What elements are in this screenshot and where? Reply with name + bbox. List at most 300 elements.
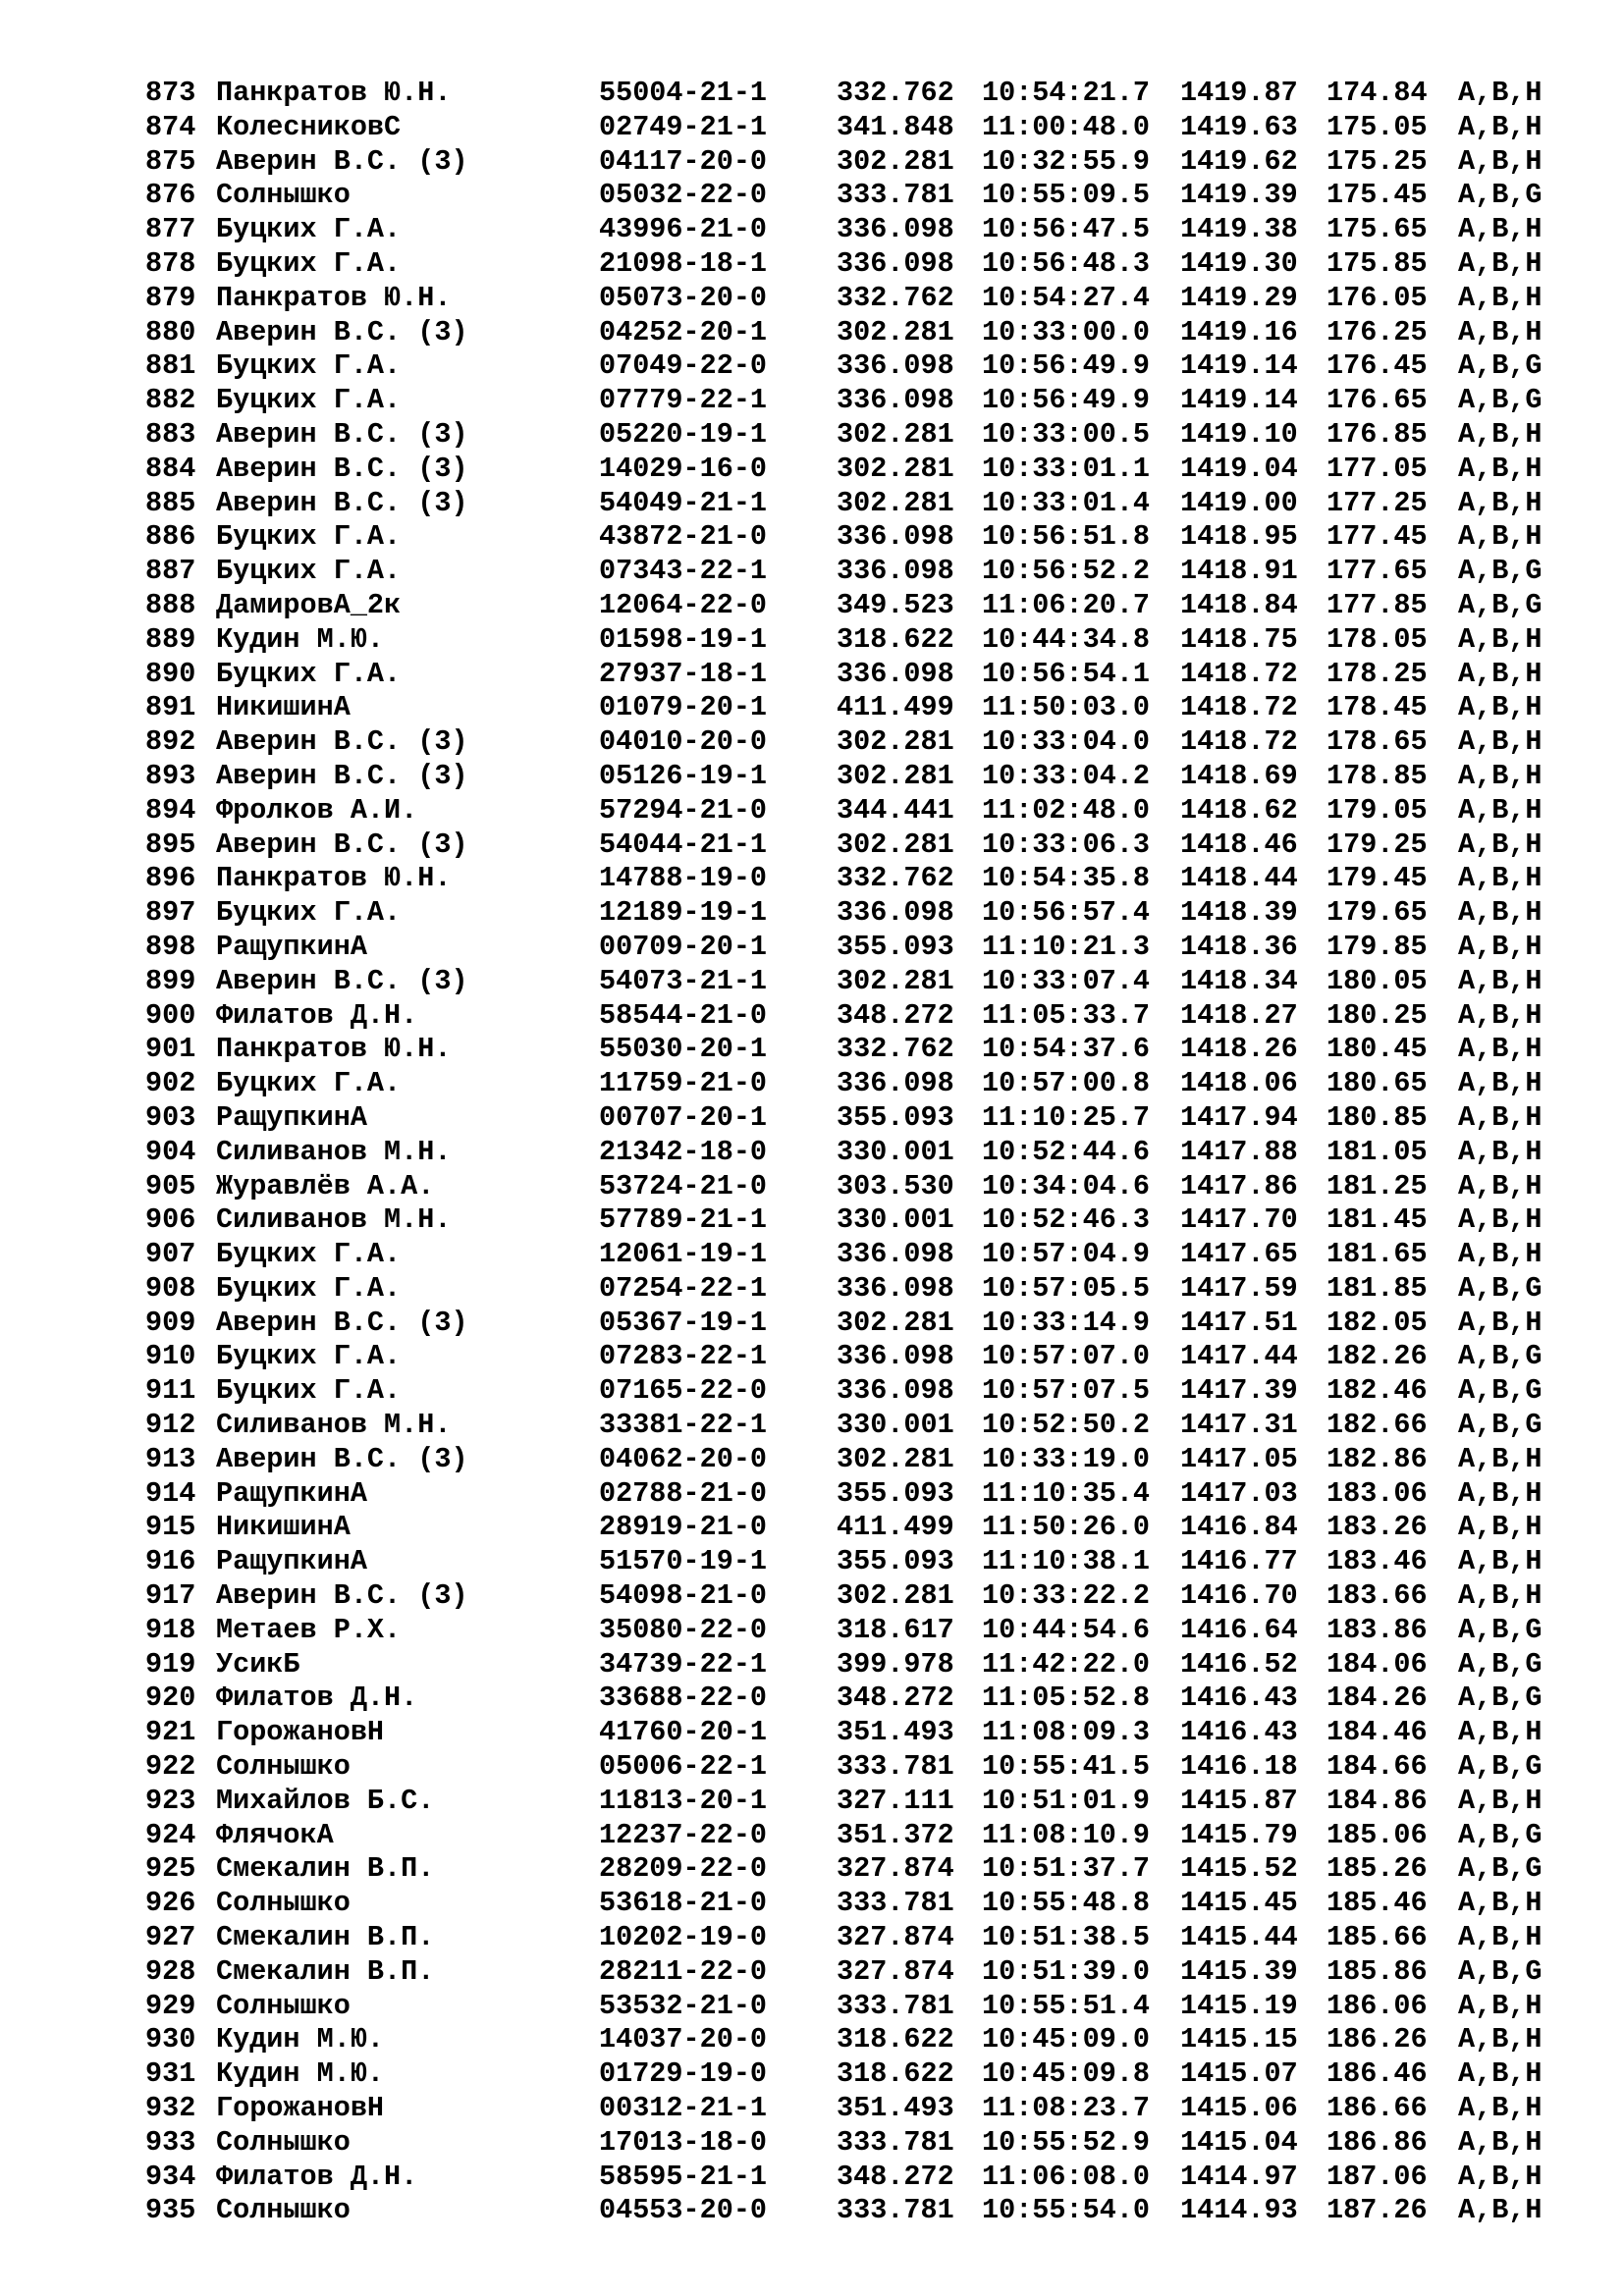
row-number: 917 [145,1579,196,1613]
arrival-time: 10:55:48.8 [982,1887,1151,1920]
participant-name: Панкратов Ю.Н. [216,862,452,895]
participant-name: Панкратов Ю.Н. [216,1033,452,1066]
category-codes: A,B,G [1458,1750,1543,1784]
row-number: 935 [145,2194,196,2227]
participant-name: Фролков А.И. [216,793,418,827]
table-row [145,2194,1559,2228]
ring-id: 33381-22-1 [599,1409,768,1442]
arrival-time: 10:33:00.5 [982,417,1151,451]
distance-value: 355.093 [837,1545,954,1578]
category-codes: A,B,H [1458,1511,1543,1544]
distance-value: 336.098 [837,1340,954,1373]
distance-value: 327.874 [837,1921,954,1954]
distance-value: 411.499 [837,1511,954,1544]
coefficient-value: 184.86 [1326,1784,1428,1817]
participant-name: Аверин В.С. (3) [216,315,468,348]
ring-id: 53724-21-0 [599,1169,768,1202]
speed-value: 1417.51 [1180,1306,1298,1339]
speed-value: 1417.70 [1180,1203,1298,1237]
distance-value: 351.372 [837,1818,954,1851]
participant-name: Буцких Г.А. [216,555,402,588]
coefficient-value: 178.25 [1326,657,1428,690]
category-codes: A,B,H [1458,213,1543,246]
distance-value: 411.499 [837,691,954,724]
participant-name: Журавлёв А.А. [216,1169,435,1202]
arrival-time: 10:56:51.8 [982,520,1151,554]
distance-value: 336.098 [837,555,954,588]
row-number: 885 [145,486,196,519]
arrival-time: 11:10:35.4 [982,1476,1151,1510]
ring-id: 11813-20-1 [599,1784,768,1817]
coefficient-value: 175.85 [1326,246,1428,280]
row-number: 915 [145,1511,196,1544]
participant-name: Филатов Д.Н. [216,2160,418,2193]
category-codes: A,B,G [1458,1682,1543,1715]
speed-value: 1416.70 [1180,1579,1298,1613]
table-row [145,453,1559,487]
speed-value: 1414.93 [1180,2194,1298,2227]
distance-value: 327.874 [837,1852,954,1886]
participant-name: ДамировА_2к [216,588,402,621]
arrival-time: 10:45:09.0 [982,2023,1151,2056]
coefficient-value: 174.84 [1326,77,1428,109]
row-number: 896 [145,862,196,895]
table-row [145,691,1559,725]
speed-value: 1415.07 [1180,2057,1298,2091]
arrival-time: 10:54:21.7 [982,77,1151,109]
coefficient-value: 185.06 [1326,1818,1428,1851]
row-number: 930 [145,2023,196,2056]
coefficient-value: 183.66 [1326,1579,1428,1613]
category-codes: A,B,H [1458,1579,1543,1613]
category-codes: A,B,H [1458,1887,1543,1920]
arrival-time: 11:08:23.7 [982,2092,1151,2125]
table-row [145,1990,1559,2024]
arrival-time: 10:55:52.9 [982,2125,1151,2159]
row-number: 921 [145,1716,196,1749]
coefficient-value: 184.46 [1326,1716,1428,1749]
table-row [145,1545,1559,1579]
table-row [145,1033,1559,1067]
speed-value: 1415.44 [1180,1921,1298,1954]
table-row [145,1477,1559,1512]
category-codes: A,B,H [1458,2057,1543,2091]
table-row [145,2126,1559,2161]
speed-value: 1417.94 [1180,1100,1298,1134]
ring-id: 05367-19-1 [599,1306,768,1339]
category-codes: A,B,G [1458,1374,1543,1408]
coefficient-value: 179.65 [1326,896,1428,930]
row-number: 906 [145,1203,196,1237]
table-row [145,487,1559,521]
ring-id: 54098-21-0 [599,1579,768,1613]
table-row [145,725,1559,760]
coefficient-value: 176.85 [1326,417,1428,451]
table-row [145,520,1559,555]
ring-id: 14037-20-0 [599,2023,768,2056]
arrival-time: 11:50:26.0 [982,1511,1151,1544]
table-row [145,828,1559,863]
ring-id: 04010-20-0 [599,725,768,759]
category-codes: A,B,H [1458,77,1543,109]
row-number: 873 [145,77,196,109]
table-row [145,1716,1559,1750]
row-number: 910 [145,1340,196,1373]
speed-value: 1415.87 [1180,1784,1298,1817]
distance-value: 336.098 [837,349,954,383]
participant-name: Филатов Д.Н. [216,1682,418,1715]
distance-value: 333.781 [837,2125,954,2159]
arrival-time: 10:57:00.8 [982,1067,1151,1100]
coefficient-value: 185.46 [1326,1887,1428,1920]
coefficient-value: 180.65 [1326,1067,1428,1100]
category-codes: A,B,H [1458,1716,1543,1749]
category-codes: A,B,H [1458,1135,1543,1168]
arrival-time: 10:52:46.3 [982,1203,1151,1237]
distance-value: 302.281 [837,1306,954,1339]
speed-value: 1419.87 [1180,77,1298,109]
row-number: 877 [145,213,196,246]
arrival-time: 11:00:48.0 [982,110,1151,143]
participant-name: НикишинА [216,1511,351,1544]
coefficient-value: 182.46 [1326,1374,1428,1408]
participant-name: Солнышко [216,1750,351,1784]
ring-id: 07283-22-1 [599,1340,768,1373]
ring-id: 05126-19-1 [599,759,768,792]
arrival-time: 11:05:52.8 [982,1682,1151,1715]
category-codes: A,B,H [1458,896,1543,930]
category-codes: A,B,H [1458,1169,1543,1202]
table-row [145,1203,1559,1238]
coefficient-value: 176.05 [1326,281,1428,314]
row-number: 880 [145,315,196,348]
category-codes: A,B,H [1458,1476,1543,1510]
participant-name: Аверин В.С. (3) [216,964,468,997]
category-codes: A,B,G [1458,1409,1543,1442]
ring-id: 01729-19-0 [599,2057,768,2091]
arrival-time: 10:33:00.0 [982,315,1151,348]
coefficient-value: 179.05 [1326,793,1428,827]
table-row [145,1340,1559,1374]
coefficient-value: 176.65 [1326,384,1428,417]
distance-value: 330.001 [837,1135,954,1168]
distance-value: 302.281 [837,315,954,348]
speed-value: 1418.91 [1180,555,1298,588]
table-row [145,1170,1559,1204]
table-row [145,896,1559,931]
coefficient-value: 175.45 [1326,179,1428,212]
row-number: 934 [145,2160,196,2193]
arrival-time: 10:33:04.2 [982,759,1151,792]
arrival-time: 11:05:33.7 [982,998,1151,1032]
speed-value: 1419.38 [1180,213,1298,246]
coefficient-value: 178.65 [1326,725,1428,759]
coefficient-value: 186.66 [1326,2092,1428,2125]
ring-id: 58595-21-1 [599,2160,768,2193]
row-number: 884 [145,452,196,485]
row-number: 918 [145,1613,196,1646]
category-codes: A,B,G [1458,1613,1543,1646]
participant-name: Буцких Г.А. [216,657,402,690]
speed-value: 1418.36 [1180,930,1298,963]
row-number: 887 [145,555,196,588]
ring-id: 14788-19-0 [599,862,768,895]
row-number: 925 [145,1852,196,1886]
participant-name: НикишинА [216,691,351,724]
coefficient-value: 181.05 [1326,1135,1428,1168]
participant-name: УсикБ [216,1647,300,1681]
coefficient-value: 180.45 [1326,1033,1428,1066]
arrival-time: 10:45:09.8 [982,2057,1151,2091]
row-number: 883 [145,417,196,451]
ring-id: 53618-21-0 [599,1887,768,1920]
table-row [145,349,1559,384]
distance-value: 336.098 [837,1374,954,1408]
distance-value: 348.272 [837,1682,954,1715]
speed-value: 1419.00 [1180,486,1298,519]
distance-value: 348.272 [837,2160,954,2193]
category-codes: A,B,H [1458,1306,1543,1339]
row-number: 907 [145,1238,196,1271]
ring-id: 57294-21-0 [599,793,768,827]
table-row [145,999,1559,1034]
category-codes: A,B,H [1458,964,1543,997]
arrival-time: 10:51:37.7 [982,1852,1151,1886]
participant-name: Буцких Г.А. [216,1067,402,1100]
coefficient-value: 183.06 [1326,1476,1428,1510]
table-row [145,1101,1559,1136]
table-row [145,418,1559,453]
participant-name: Солнышко [216,2125,351,2159]
distance-value: 336.098 [837,213,954,246]
arrival-time: 10:33:19.0 [982,1442,1151,1475]
row-number: 892 [145,725,196,759]
speed-value: 1417.44 [1180,1340,1298,1373]
participant-name: Кудин М.Ю. [216,622,385,656]
category-codes: A,B,H [1458,486,1543,519]
participant-name: Смекалин В.П. [216,1921,435,1954]
table-row [145,1272,1559,1307]
speed-value: 1416.43 [1180,1716,1298,1749]
coefficient-value: 178.45 [1326,691,1428,724]
speed-value: 1418.34 [1180,964,1298,997]
speed-value: 1415.19 [1180,1989,1298,2022]
table-row [145,247,1559,282]
coefficient-value: 177.25 [1326,486,1428,519]
speed-value: 1419.04 [1180,452,1298,485]
coefficient-value: 179.45 [1326,862,1428,895]
coefficient-value: 179.85 [1326,930,1428,963]
coefficient-value: 179.25 [1326,828,1428,861]
row-number: 933 [145,2125,196,2159]
table-row [145,931,1559,965]
participant-name: Силиванов М.Н. [216,1203,452,1237]
arrival-time: 10:51:01.9 [982,1784,1151,1817]
table-row [145,1374,1559,1409]
participant-name: Буцких Г.А. [216,896,402,930]
distance-value: 332.762 [837,281,954,314]
table-row [145,384,1559,418]
table-row [145,1955,1559,1990]
coefficient-value: 186.26 [1326,2023,1428,2056]
participant-name: ГорожановН [216,2092,385,2125]
ring-id: 58544-21-0 [599,998,768,1032]
participant-name: Солнышко [216,179,351,212]
row-number: 898 [145,930,196,963]
category-codes: A,B,H [1458,315,1543,348]
speed-value: 1415.45 [1180,1887,1298,1920]
speed-value: 1419.14 [1180,384,1298,417]
distance-value: 333.781 [837,1989,954,2022]
speed-value: 1416.84 [1180,1511,1298,1544]
table-row [145,1136,1559,1170]
speed-value: 1416.43 [1180,1682,1298,1715]
row-number: 926 [145,1887,196,1920]
coefficient-value: 182.66 [1326,1409,1428,1442]
coefficient-value: 181.45 [1326,1203,1428,1237]
distance-value: 336.098 [837,1271,954,1305]
arrival-time: 10:51:39.0 [982,1954,1151,1988]
coefficient-value: 177.85 [1326,588,1428,621]
row-number: 901 [145,1033,196,1066]
distance-value: 302.281 [837,828,954,861]
distance-value: 336.098 [837,657,954,690]
row-number: 902 [145,1067,196,1100]
ring-id: 43872-21-0 [599,520,768,554]
distance-value: 330.001 [837,1203,954,1237]
arrival-time: 10:56:47.5 [982,213,1151,246]
row-number: 908 [145,1271,196,1305]
distance-value: 351.493 [837,1716,954,1749]
distance-value: 333.781 [837,179,954,212]
speed-value: 1417.31 [1180,1409,1298,1442]
coefficient-value: 187.26 [1326,2194,1428,2227]
table-row [145,965,1559,999]
ring-id: 01598-19-1 [599,622,768,656]
table-row [145,1785,1559,1819]
participant-name: Силиванов М.Н. [216,1409,452,1442]
ring-id: 01079-20-1 [599,691,768,724]
row-number: 899 [145,964,196,997]
speed-value: 1419.29 [1180,281,1298,314]
ring-id: 21342-18-0 [599,1135,768,1168]
distance-value: 302.281 [837,1579,954,1613]
category-codes: A,B,G [1458,1340,1543,1373]
ring-id: 07049-22-0 [599,349,768,383]
table-row [145,1307,1559,1341]
row-number: 897 [145,896,196,930]
participant-name: РащупкинА [216,1545,367,1578]
row-number: 920 [145,1682,196,1715]
table-row [145,111,1559,145]
distance-value: 351.493 [837,2092,954,2125]
ring-id: 07343-22-1 [599,555,768,588]
coefficient-value: 175.05 [1326,110,1428,143]
ring-id: 51570-19-1 [599,1545,768,1578]
table-row [145,1921,1559,1955]
ring-id: 04117-20-0 [599,144,768,178]
row-number: 927 [145,1921,196,1954]
speed-value: 1419.10 [1180,417,1298,451]
arrival-time: 10:33:04.0 [982,725,1151,759]
coefficient-value: 182.05 [1326,1306,1428,1339]
speed-value: 1418.62 [1180,793,1298,827]
arrival-time: 11:06:08.0 [982,2160,1151,2193]
ring-id: 33688-22-0 [599,1682,768,1715]
ring-id: 05073-20-0 [599,281,768,314]
arrival-time: 10:55:41.5 [982,1750,1151,1784]
ring-id: 00709-20-1 [599,930,768,963]
speed-value: 1418.75 [1180,622,1298,656]
table-row [145,2092,1559,2126]
participant-name: Аверин В.С. (3) [216,452,468,485]
row-number: 893 [145,759,196,792]
table-row [145,1682,1559,1716]
coefficient-value: 184.26 [1326,1682,1428,1715]
distance-value: 318.622 [837,2057,954,2091]
participant-name: Аверин В.С. (3) [216,1442,468,1475]
coefficient-value: 186.86 [1326,2125,1428,2159]
ring-id: 10202-19-0 [599,1921,768,1954]
participant-name: Солнышко [216,2194,351,2227]
row-number: 909 [145,1306,196,1339]
arrival-time: 10:56:57.4 [982,896,1151,930]
speed-value: 1417.59 [1180,1271,1298,1305]
speed-value: 1416.52 [1180,1647,1298,1681]
distance-value: 348.272 [837,998,954,1032]
arrival-time: 10:55:54.0 [982,2194,1151,2227]
coefficient-value: 186.06 [1326,1989,1428,2022]
coefficient-value: 180.05 [1326,964,1428,997]
distance-value: 302.281 [837,144,954,178]
arrival-time: 10:56:54.1 [982,657,1151,690]
participant-name: Буцких Г.А. [216,1238,402,1271]
arrival-time: 10:33:01.4 [982,486,1151,519]
participant-name: Силиванов М.Н. [216,1135,452,1168]
ring-id: 55030-20-1 [599,1033,768,1066]
speed-value: 1418.72 [1180,691,1298,724]
ring-id: 28209-22-0 [599,1852,768,1886]
ring-id: 04252-20-1 [599,315,768,348]
category-codes: A,B,G [1458,1818,1543,1851]
distance-value: 302.281 [837,725,954,759]
ring-id: 14029-16-0 [599,452,768,485]
participant-name: РащупкинА [216,930,367,963]
ring-id: 07165-22-0 [599,1374,768,1408]
speed-value: 1417.65 [1180,1238,1298,1271]
category-codes: A,B,H [1458,2194,1543,2227]
arrival-time: 10:33:01.1 [982,452,1151,485]
distance-value: 333.781 [837,2194,954,2227]
participant-name: Буцких Г.А. [216,384,402,417]
row-number: 914 [145,1476,196,1510]
arrival-time: 10:56:52.2 [982,555,1151,588]
table-row [145,2057,1559,2092]
participant-name: Буцких Г.А. [216,1340,402,1373]
ring-id: 00312-21-1 [599,2092,768,2125]
coefficient-value: 180.85 [1326,1100,1428,1134]
category-codes: A,B,G [1458,555,1543,588]
category-codes: A,B,H [1458,1203,1543,1237]
table-row [145,1511,1559,1545]
distance-value: 355.093 [837,1100,954,1134]
participant-name: Аверин В.С. (3) [216,725,468,759]
ring-id: 28211-22-0 [599,1954,768,1988]
ring-id: 05220-19-1 [599,417,768,451]
speed-value: 1419.62 [1180,144,1298,178]
arrival-time: 11:02:48.0 [982,793,1151,827]
arrival-time: 10:44:54.6 [982,1613,1151,1646]
